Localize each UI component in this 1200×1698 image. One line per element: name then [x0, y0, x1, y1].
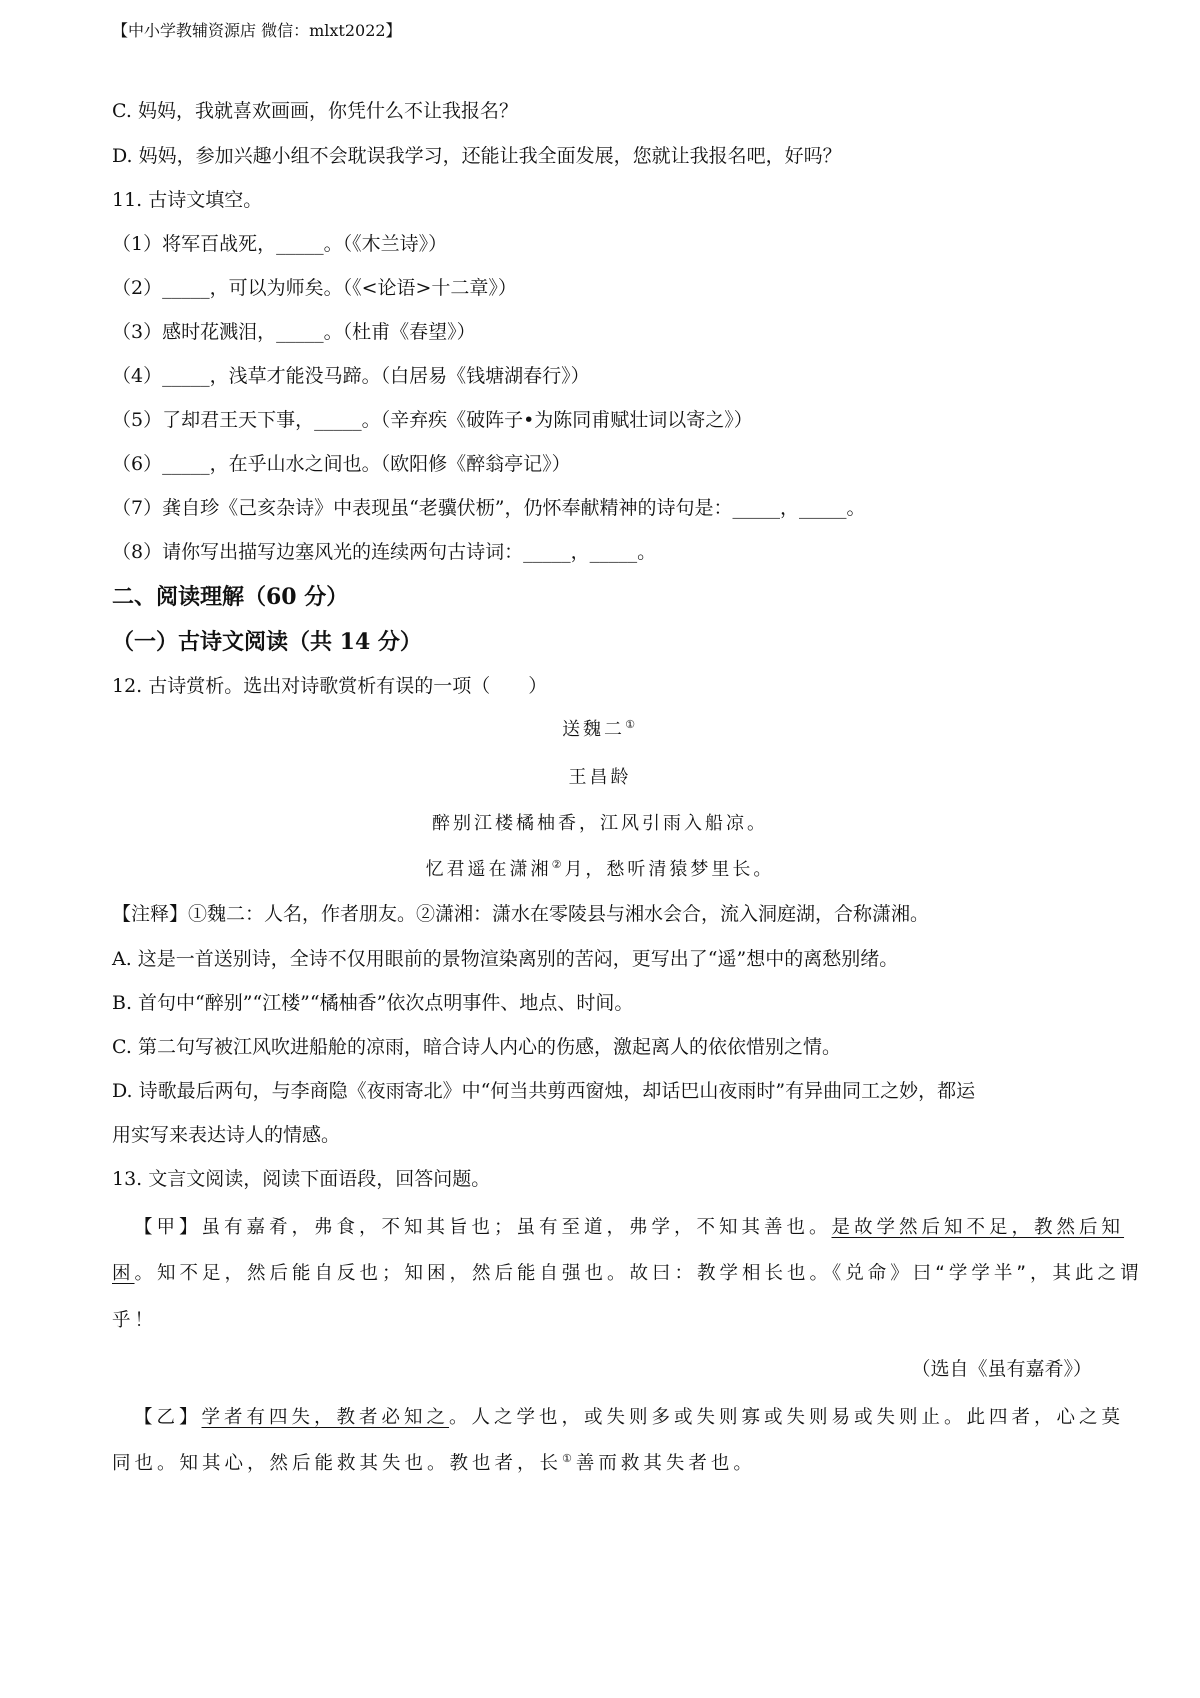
passage-yi-text: 。人之学也，或失则多或失则寡或失则易或失则止。此四者，心之莫 — [449, 1407, 1125, 1428]
q11-item-7: （7）龚自珍《己亥杂诗》中表现虽“老骥伏枥”，仍怀奉献精神的诗句是：_____，_____。 — [112, 497, 866, 519]
passage-jia-line3: 乎！ — [112, 1310, 158, 1331]
poem-line-2-b: 月，愁听清猿梦里长。 — [564, 859, 775, 880]
q11-item-5: （5）了却君王天下事，_____。（辛弃疾《破阵子•为陈同甫赋壮词以寄之》） — [112, 409, 753, 431]
q11-item-4: （4）_____，浅草才能没马蹄。（白居易《钱塘湖春行》） — [112, 365, 590, 387]
q11-title: 11. 古诗文填空。 — [112, 189, 263, 211]
passage-yi-text-2a: 同也。知其心，然后能救其失也。教也者，长 — [112, 1453, 563, 1474]
passage-yi-label: 【乙】 — [134, 1407, 202, 1428]
q10-option-d: D. 妈妈，参加兴趣小组不会耽误我学习，还能让我全面发展，您就让我报名吧，好吗？ — [112, 145, 842, 167]
poem-title-note: ① — [625, 718, 638, 731]
q12-option-b: B. 首句中“醉别”“江楼”“橘柚香”依次点明事件、地点、时间。 — [112, 992, 634, 1014]
q11-item-8: （8）请你写出描写边塞风光的连续两句古诗词：_____，_____。 — [112, 541, 657, 563]
section-heading: 二、阅读理解（60 分） — [112, 584, 349, 610]
passage-jia-line2 — [112, 1259, 1142, 1285]
passage-yi-note: ① — [562, 1451, 576, 1465]
poem-annotation: 【注释】①魏二：人名，作者朋友。②潇湘：潇水在零陵县与湘水会合，流入洞庭湖，合称潇湘。 — [112, 903, 930, 925]
q11-item-1: （1）将军百战死，_____。（《木兰诗》） — [112, 233, 448, 255]
passage-jia-text-2: 。知不足，然后能自反也；知困，然后能自强也。故曰：教学相长也。《兑命》曰“学学半”，其此之谓 — [134, 1263, 1143, 1284]
q12-title: 12. 古诗赏析。选出对诗歌赏析有误的一项（ ） — [112, 675, 548, 697]
passage-yi-line2 — [112, 1449, 756, 1475]
q12-option-a: A. 这是一首送别诗，全诗不仅用眼前的景物渲染离别的苦闷，更写出了“遥”想中的离愁别绪。 — [112, 948, 899, 970]
passage-yi-underlined: 学者有四失，教者必知之 — [201, 1407, 450, 1428]
passage-jia-line1 — [134, 1213, 1124, 1239]
passage-yi-line1 — [134, 1403, 1124, 1429]
q11-item-3: （3）感时花溅泪，_____。（杜甫《春望》） — [112, 321, 476, 343]
q11-item-6: （6）_____，在乎山水之间也。（欧阳修《醉翁亭记》） — [112, 453, 571, 475]
q12-option-c: C. 第二句写被江风吹进船舱的凉雨，暗合诗人内心的伤感，激起离人的依依惜别之情。 — [112, 1036, 841, 1058]
passage-jia-text: 【甲】虽有嘉肴，弗食，不知其旨也；虽有至道，弗学，不知其善也。 — [134, 1217, 832, 1238]
poem-line-2-note: ② — [551, 858, 565, 871]
poem-line-1: 醉别江楼橘柚香，江风引雨入船凉。 — [432, 813, 768, 834]
q11-item-2: （2）_____，可以为师矣。（《<论语>十二章》） — [112, 277, 517, 299]
poem-title — [0, 715, 1200, 741]
q12-option-d-line1: D. 诗歌最后两句，与李商隐《夜雨寄北》中“何当共剪西窗烛，却话巴山夜雨时”有异曲同工之妙，都运 — [112, 1080, 976, 1102]
poem-line-2-a: 忆君遥在潇湘 — [425, 859, 552, 880]
passage-yi-text-2b: 善而救其失者也。 — [575, 1453, 756, 1474]
passage-source: （选自《虽有嘉肴》） — [911, 1358, 1092, 1380]
page-header: 【中小学教辅资源店 微信：mlxt2022】 — [112, 21, 402, 40]
q10-option-c: C. 妈妈，我就喜欢画画，你凭什么不让我报名？ — [112, 100, 518, 122]
subsection-heading: （一）古诗文阅读（共 14 分） — [112, 629, 422, 655]
poem-line-2 — [0, 855, 1200, 881]
poem-author: 王昌龄 — [568, 767, 632, 788]
poem-title-text: 送魏二 — [562, 719, 626, 740]
passage-jia-underlined: 是故学然后知不足，教然后知 — [831, 1217, 1125, 1238]
passage-jia-underlined-2: 困 — [112, 1263, 135, 1284]
q12-option-d-line2: 用实写来表达诗人的情感。 — [112, 1124, 341, 1146]
q13-title: 13. 文言文阅读，阅读下面语段，回答问题。 — [112, 1168, 491, 1190]
